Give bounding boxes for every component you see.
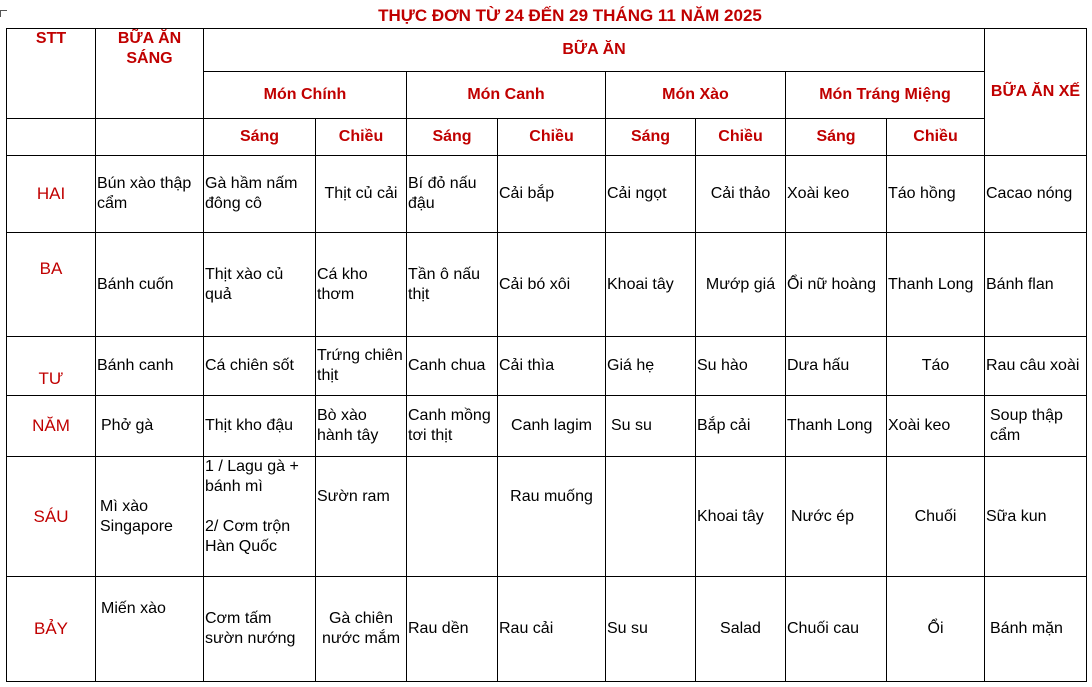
table-row [7,577,1087,682]
snack-cell: Rau câu xoài [985,337,1087,396]
snack-cell: Bánh flan [985,233,1087,337]
subheader-morning: Sáng [407,119,498,156]
breakfast-cell: Bánh canh [96,337,204,396]
day-cell: BA [7,233,96,337]
menu-table [6,28,1087,682]
dessert-morning-cell: Chuối cau [786,577,887,682]
table-row [7,457,1087,577]
subheader-morning: Sáng [204,119,316,156]
dessert-morning-cell: Xoài keo [786,156,887,233]
table-row [7,396,1087,457]
subheader-morning: Sáng [786,119,887,156]
soup-afternoon-cell: Cải bắp [498,156,606,233]
main-afternoon-cell: Trứng chiên thịt [316,337,407,396]
main-morning-cell: Thịt xào củ quả [204,233,316,337]
stir-fry-morning-cell: Khoai tây [606,233,696,337]
stir-fry-morning-cell: Su su [606,396,696,457]
stir-fry-morning-cell: Giá hẹ [606,337,696,396]
dessert-morning-cell: Nước ép [786,457,887,577]
header-soup: Món Canh [407,72,606,119]
subheader-afternoon: Chiều [696,119,786,156]
main-afternoon-cell: Cá kho thơm [316,233,407,337]
snack-cell: Sữa kun [985,457,1087,577]
breakfast-cell: Phở gà [96,396,204,457]
subheader-afternoon: Chiều [498,119,606,156]
main-afternoon-cell: Sườn ram [316,457,407,577]
soup-morning-cell: Tần ô nấu thịt [407,233,498,337]
snack-cell: Soup thập cẩm [985,396,1087,457]
main-option-2: 2/ Cơm trộn Hàn Quốc [205,518,291,555]
dessert-morning-cell: Thanh Long [786,396,887,457]
stir-fry-morning-cell: Cải ngọt [606,156,696,233]
main-morning-cell: Cá chiên sốt [204,337,316,396]
day-cell: HAI [7,156,96,233]
soup-afternoon-cell: Canh lagim [498,396,606,457]
main-afternoon-cell: Gà chiên nước mắm [316,577,407,682]
main-morning-cell: Thịt kho đậu [204,396,316,457]
snack-cell: Bánh mặn [985,577,1087,682]
breakfast-cell: Bánh cuốn [96,233,204,337]
soup-afternoon-cell: Cải thìa [498,337,606,396]
soup-afternoon-cell: Cải bó xôi [498,233,606,337]
main-morning-cell [204,457,316,577]
subheader-morning: Sáng [606,119,696,156]
header-stir-fry: Món Xào [606,72,786,119]
soup-morning-cell: Canh mồng tơi thịt [407,396,498,457]
subheader-afternoon: Chiều [316,119,407,156]
main-afternoon-cell: Thịt củ cải [316,156,407,233]
stir-fry-afternoon-cell: Mướp giá [696,233,786,337]
table-row [7,337,1087,396]
stir-fry-morning-cell [606,457,696,577]
breakfast-cell: Miến xào [96,577,204,682]
subheader-afternoon: Chiều [887,119,985,156]
dessert-morning-cell: Dưa hấu [786,337,887,396]
stir-fry-morning-cell: Su su [606,577,696,682]
dessert-afternoon-cell: Táo hồng [887,156,985,233]
breakfast-cell: Mì xào Singapore [96,457,204,577]
main-option-1: 1 / Lagu gà + bánh mì [205,458,299,495]
main-morning-cell: Gà hầm nấm đông cô [204,156,316,233]
stir-fry-afternoon-cell: Cải thảo [696,156,786,233]
day-cell: SÁU [7,457,96,577]
header-breakfast-blank [96,119,204,156]
dessert-afternoon-cell: Ổi [887,577,985,682]
stir-fry-afternoon-cell: Su hào [696,337,786,396]
dessert-morning-cell: Ổi nữ hoàng [786,233,887,337]
stir-fry-afternoon-cell: Bắp cải [696,396,786,457]
header-meals: BỮA ĂN [204,29,985,72]
breakfast-cell: Bún xào thập cẩm [96,156,204,233]
header-dessert: Món Tráng Miệng [786,72,985,119]
soup-morning-cell: Bí đỏ nấu đậu [407,156,498,233]
day-cell: NĂM [7,396,96,457]
dessert-afternoon-cell: Thanh Long [887,233,985,337]
table-row [7,233,1087,337]
header-afternoon-snack: BỮA ĂN XẾ [985,29,1087,156]
stir-fry-afternoon-cell: Salad [696,577,786,682]
header-stt-blank [7,119,96,156]
day-cell: BẢY [7,577,96,682]
dessert-afternoon-cell: Chuối [887,457,985,577]
snack-cell: Cacao nóng [985,156,1087,233]
dessert-afternoon-cell: Táo [887,337,985,396]
soup-morning-cell: Rau dền [407,577,498,682]
header-main-dish: Món Chính [204,72,407,119]
soup-afternoon-cell: Rau muống [498,457,606,577]
soup-afternoon-cell: Rau cải [498,577,606,682]
menu-title: THỰC ĐƠN TỪ 24 ĐẾN 29 THÁNG 11 NĂM 2025 [378,6,762,25]
table-row [7,156,1087,233]
stir-fry-afternoon-cell: Khoai tây [696,457,786,577]
header-breakfast: BỮA ĂN SÁNG [96,29,204,119]
header-stt: STT [7,29,96,119]
main-afternoon-cell: Bò xào hành tây [316,396,407,457]
soup-morning-cell: Canh chua [407,337,498,396]
main-morning-cell: Cơm tấm sườn nướng [204,577,316,682]
dessert-afternoon-cell: Xoài keo [887,396,985,457]
day-cell: TƯ [7,337,96,396]
soup-morning-cell [407,457,498,577]
